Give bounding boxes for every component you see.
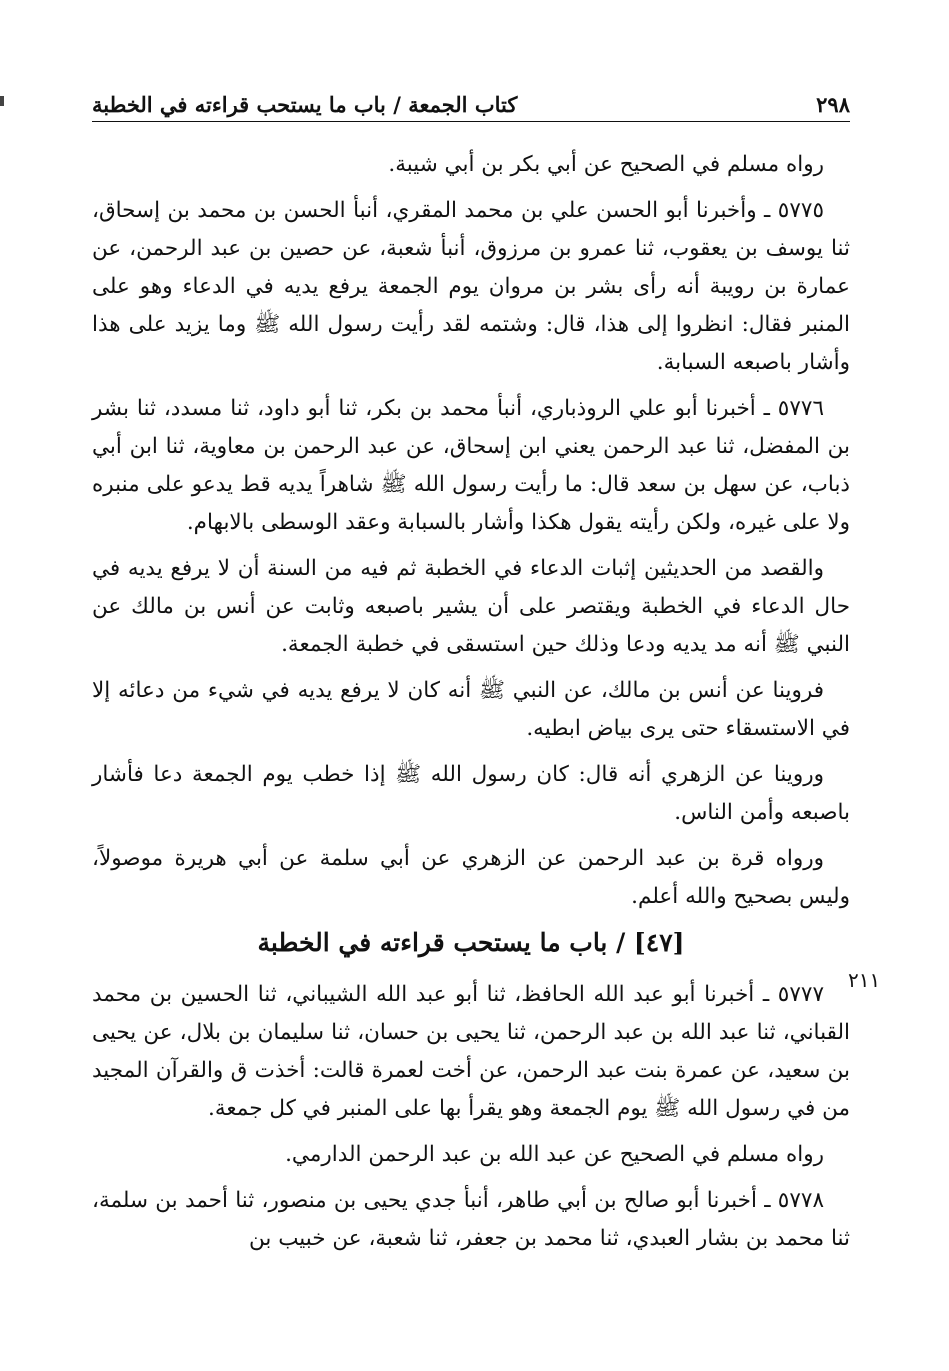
running-title: كتاب الجمعة / باب ما يستحب قراءته في الخطبة [92,92,518,117]
margin-hadith-number: ٢١١ [848,968,881,992]
paragraph: فروينا عن أنس بن مالك، عن النبي ﷺ أنه كان لا يرفع يديه في شيء من دعائه إلا في الاستسقاء حتى يرى بياض ابطيه. [92,678,850,741]
paragraph: والقصد من الحديثين إثبات الدعاء في الخطبة ثم فيه من السنة أن لا يرفع يديه في حال الدعاء في الخطبة ويقتصر على أن يشير باصبعه وثابت عن أنس بن مالك عن النبي ﷺ أنه مد يديه ودعا وذلك حين استسقى في خطبة الجمعة. [92,556,850,657]
paragraph: ورواه قرة بن عبد الرحمن عن الزهري عن أبي سلمة عن أبي هريرة موصولاً، وليس بصحيح والله أعلم. [92,846,850,909]
paragraph: ٥٧٧٧ ـ أخبرنا أبو عبد الله الحافظ، ثنا أبو عبد الله الشيباني، ثنا الحسين بن محمد القباني، ثنا عبد الله بن عبد الرحمن، ثنا يحيى بن حسان، ثنا سليمان بن بلال، عن يحيى بن سعيد، عن عمرة بنت عبد الرحمن، عن أخت لعمرة قالت: أخذت ق والقرآن المجيد من في رسول الله ﷺ يوم الجمعة وهو يقرأ بها على المنبر في كل جمعة. [92,982,850,1121]
page-header [92,86,850,122]
page-number: ٢٩٨ [816,92,850,117]
scan-edge-mark [0,96,4,106]
paragraph: ٥٧٧٨ ـ أخبرنا أبو صالح بن أبي طاهر، أنبأ جدي يحيى بن منصور، ثنا أحمد بن سلمة، ثنا محمد بن بشار العبدي، ثنا محمد بن جعفر، ثنا شعبة، عن خبيب بن [92,1188,850,1251]
paragraph: رواه مسلم في الصحيح عن عبد الله بن عبد الرحمن الدارمي. [285,1142,824,1167]
paragraph: رواه مسلم في الصحيح عن أبي بكر بن أبي شيبة. [388,152,824,177]
main-text [92,146,850,1266]
chapter-heading: [٤٧] / باب ما يستحب قراءته في الخطبة [257,928,685,957]
paragraph: ٥٧٧٥ ـ وأخبرنا أبو الحسن علي بن محمد المقري، أنبأ الحسن بن محمد بن إسحاق، ثنا يوسف بن يعقوب، ثنا عمرو بن مرزوق، أنبأ شعبة، عن حصين بن عبد الرحمن، عن عمارة بن رويبة أنه رأى بشر بن مروان يوم الجمعة يرفع يديه في الدعاء وهو على المنبر فقال: انظروا إلى هذا، قال: وشتمه لقد رأيت رسول الله ﷺ وما يزيد على هذا وأشار باصبعه السبابة. [92,198,850,375]
paragraph: ٥٧٧٦ ـ أخبرنا أبو علي الروذباري، أنبأ محمد بن بكر، ثنا أبو داود، ثنا مسدد، ثنا بشر بن المفضل، ثنا عبد الرحمن يعني ابن إسحاق، عن عبد الرحمن بن معاوية، ثنا ابن أبي ذباب، عن سهل بن سعد قال: ما رأيت رسول الله ﷺ شاهراً يديه قط يدعو على منبره ولا على غيره، ولكن رأيته يقول هكذا وأشار بالسبابة وعقد الوسطى بالابهام. [92,396,850,535]
paragraph: وروينا عن الزهري أنه قال: كان رسول الله ﷺ إذا خطب يوم الجمعة دعا فأشار باصبعه وأمن الناس. [92,762,850,825]
